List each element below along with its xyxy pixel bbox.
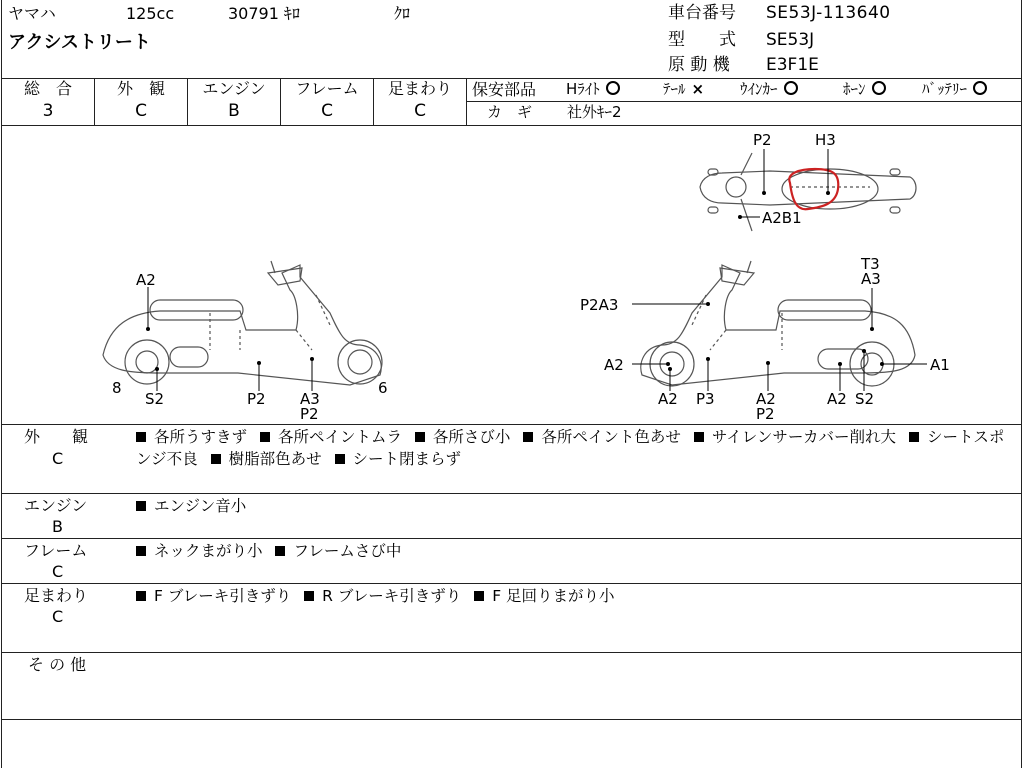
section-items (136, 495, 254, 517)
divider (1, 493, 1022, 494)
list-item: エンジン音小 (136, 497, 246, 515)
diagram-label: H3 (815, 131, 836, 149)
divider (1, 652, 1022, 653)
section-items (136, 426, 1016, 470)
diagram-label: P2 (753, 131, 772, 149)
score-value-total: 3 (42, 101, 54, 121)
score-label-suspension: 足まわり (387, 79, 452, 98)
diagram-label: A2 (756, 390, 776, 408)
bullet-icon (136, 591, 146, 601)
mileage: 30791 ｷﾛ (228, 4, 300, 23)
section-title: 足まわり (24, 586, 89, 605)
score-value-engine: B (228, 101, 240, 121)
bullet-icon (275, 546, 285, 556)
circle-icon (784, 81, 798, 95)
diagram-label: P2 (247, 390, 266, 408)
list-item: 各所ペイントムラ (260, 428, 402, 446)
bullet-icon (211, 454, 221, 464)
key-label: カ ギ (487, 103, 533, 121)
model-name: アクシストリート (8, 32, 151, 53)
engine-value: E3F1E (766, 55, 819, 75)
section-title: 外 観 (24, 427, 89, 446)
safety-item-battery: ﾊﾞｯﾃﾘｰ (922, 81, 987, 98)
score-label-total: 総 合 (23, 79, 72, 98)
bullet-icon (523, 432, 533, 442)
list-item: F 足回りまがり小 (474, 587, 614, 605)
diagram-label: A1 (930, 356, 950, 374)
diagram-label: A2 (658, 390, 678, 408)
score-value-exterior: C (135, 101, 147, 121)
body-color: ｸﾛ (394, 4, 411, 23)
list-item: サイレンサーカバー削れ大 (694, 428, 896, 446)
bullet-icon (694, 432, 704, 442)
scooter-diagram (0, 125, 1024, 425)
diagram-label: P2 (756, 405, 775, 423)
safety-item-tail: ﾃｰﾙ × (663, 80, 705, 98)
diagram-label: 8 (112, 379, 122, 397)
section-grade: B (52, 517, 63, 536)
type-value: SE53J (766, 30, 815, 50)
section-grade: C (52, 562, 64, 581)
list-item: 各所うすきず (136, 428, 247, 446)
list-item: フレームさび中 (275, 542, 401, 560)
score-label-engine: エンジン (202, 79, 266, 98)
diagram-label: P3 (696, 390, 715, 408)
divider (466, 78, 467, 125)
list-item: 樹脂部色あせ (211, 450, 322, 468)
maker-name: ヤマハ (8, 4, 56, 23)
type-label: 型 式 (668, 30, 736, 50)
bullet-icon (415, 432, 425, 442)
list-item: R ブレーキ引きずり (304, 587, 461, 605)
diagram-label: A3 (300, 390, 320, 408)
key-value: 社外ｷｰ2 (567, 103, 622, 121)
section-title: エンジン (24, 496, 88, 515)
bullet-icon (304, 591, 314, 601)
top-view (700, 153, 916, 231)
displacement: 125cc (126, 4, 175, 23)
bullet-icon (136, 501, 146, 511)
circle-icon (872, 81, 886, 95)
section-grade: C (52, 607, 64, 626)
section-grade: C (52, 449, 64, 468)
score-value-suspension: C (414, 101, 426, 121)
section-title: そ の 他 (28, 655, 87, 674)
divider (1, 583, 1022, 584)
diagram-label: A2 (827, 390, 847, 408)
frame-no-value: SE53J-113640 (766, 3, 891, 23)
diagram-label: 6 (378, 379, 388, 397)
section-items (136, 585, 623, 607)
bullet-icon (474, 591, 484, 601)
list-item: シートスポンジ不良 (136, 428, 1005, 468)
divider (466, 101, 1022, 102)
engine-label: 原 動 機 (668, 55, 730, 75)
safety-item-winker: ｳｲﾝｶｰ (740, 81, 798, 98)
diagram-label: A2B1 (762, 209, 802, 227)
diagram-label: A2 (604, 356, 624, 374)
list-item: ネックまがり小 (136, 542, 263, 560)
diagram-label: S2 (855, 390, 875, 408)
bullet-icon (335, 454, 345, 464)
diagram-label: A3 (861, 270, 881, 288)
divider (1, 538, 1022, 539)
bullet-icon (136, 546, 146, 556)
section-items (136, 540, 409, 562)
list-item: シート閉まらず (335, 450, 462, 468)
list-item: 各所さび小 (415, 428, 511, 446)
diagram-label: T3 (861, 255, 880, 273)
diagram-label: A2 (136, 271, 156, 289)
section-title: フレーム (24, 541, 88, 560)
diagram-label: P2 (300, 405, 319, 423)
bullet-icon (909, 432, 919, 442)
divider (1, 719, 1022, 720)
circle-icon (606, 81, 620, 95)
cross-icon: × (691, 80, 705, 98)
frame-no-label: 車台番号 (668, 3, 736, 23)
score-label-exterior: 外 観 (116, 79, 165, 98)
score-value-frame: C (321, 101, 333, 121)
list-item: F ブレーキ引きずり (136, 587, 291, 605)
diagram-label: S2 (145, 390, 165, 408)
bullet-icon (260, 432, 270, 442)
safety-item-horn: ﾎｰﾝ (843, 81, 886, 98)
diagram-label: P2A3 (580, 296, 619, 314)
safety-item-headlight: Hﾗｲﾄ (566, 81, 620, 98)
list-item: 各所ペイント色あせ (523, 428, 681, 446)
safety-label: 保安部品 (472, 80, 537, 99)
score-label-frame: フレーム (295, 79, 359, 98)
bullet-icon (136, 432, 146, 442)
circle-icon (973, 81, 987, 95)
